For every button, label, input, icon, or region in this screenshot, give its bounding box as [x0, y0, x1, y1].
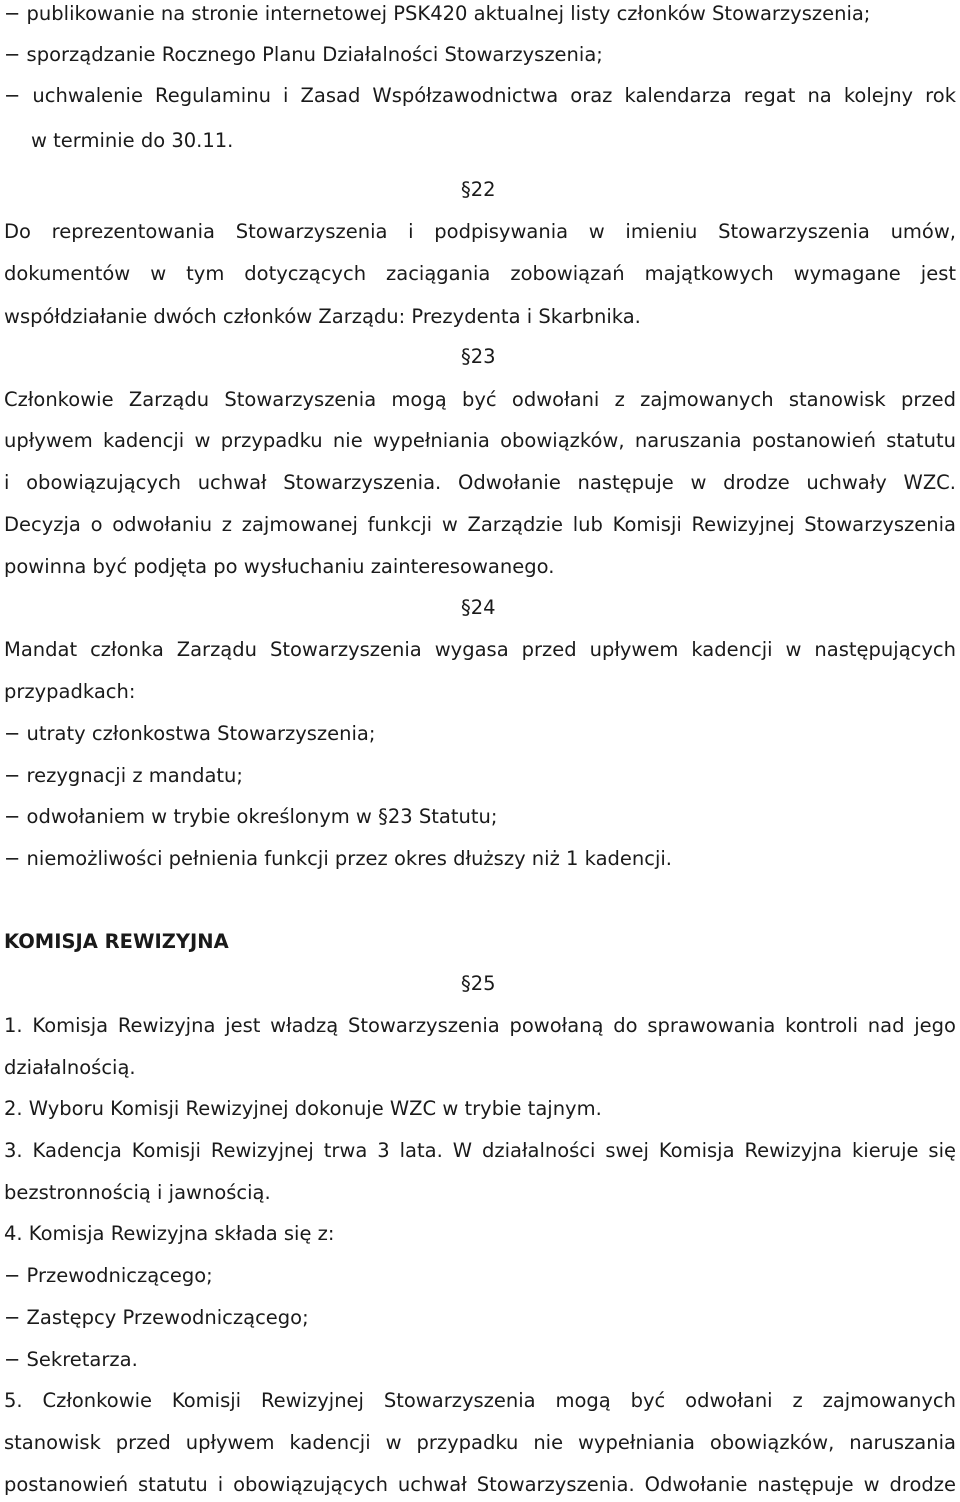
paragraph-line: postanowień statutu i obowiązujących uchwał Stowarzyszenia. Odwołanie następuje w drodze [4, 1473, 956, 1496]
list-item: − niemożliwości pełnienia funkcji przez okres dłuższy niż 1 kadencji. [4, 847, 673, 870]
paragraph-line: 5. Członkowie Komisji Rewizyjnej Stowarzyszenia mogą być odwołani z zajmowanych [4, 1389, 956, 1412]
section-number: §25 [461, 972, 496, 995]
paragraph-line: Mandat członka Zarządu Stowarzyszenia wygasa przed upływem kadencji w następujących [4, 638, 956, 661]
list-item: − Sekretarza. [4, 1348, 138, 1371]
paragraph-line: i obowiązujących uchwał Stowarzyszenia. Odwołanie następuje w drodze uchwały WZC. [4, 471, 956, 494]
list-item: − utraty członkostwa Stowarzyszenia; [4, 722, 376, 745]
list-item: − Przewodniczącego; [4, 1264, 213, 1287]
paragraph-line: stanowisk przed upływem kadencji w przypadku nie wypełniania obowiązków, naruszania [4, 1431, 956, 1454]
paragraph-line: działalnością. [4, 1056, 136, 1079]
section-number: §22 [461, 178, 496, 201]
paragraph-line: współdziałanie dwóch członków Zarządu: Prezydenta i Skarbnika. [4, 305, 641, 328]
section-number: §23 [461, 345, 496, 368]
list-item: − publikowanie na stronie internetowej PSK420 aktualnej listy członków Stowarzyszenia; [4, 2, 871, 25]
paragraph-line: upływem kadencji w przypadku nie wypełniania obowiązków, naruszania postanowień statutu [4, 429, 956, 452]
list-item: − sporządzanie Rocznego Planu Działalności Stowarzyszenia; [4, 43, 603, 66]
section-number: §24 [461, 596, 496, 619]
section-heading: KOMISJA REWIZYJNA [4, 930, 229, 953]
paragraph-line: 1. Komisja Rewizyjna jest władzą Stowarzyszenia powołaną do sprawowania kontroli nad jego [4, 1014, 956, 1037]
paragraph-line: powinna być podjęta po wysłuchaniu zainteresowanego. [4, 555, 555, 578]
paragraph-line: dokumentów w tym dotyczących zaciągania zobowiązań majątkowych wymagane jest [4, 262, 956, 285]
list-item: − Zastępcy Przewodniczącego; [4, 1306, 309, 1329]
paragraph-line: 2. Wyboru Komisji Rewizyjnej dokonuje WZC w trybie tajnym. [4, 1097, 602, 1120]
list-item: − odwołaniem w trybie określonym w §23 Statutu; [4, 805, 498, 828]
list-item: − uchwalenie Regulaminu i Zasad Współzawodnictwa oraz kalendarza regat na kolejny rok [4, 84, 956, 107]
paragraph-line: Do reprezentowania Stowarzyszenia i podpisywania w imieniu Stowarzyszenia umów, [4, 220, 956, 243]
paragraph-line: Decyzja o odwołaniu z zajmowanej funkcji w Zarządzie lub Komisji Rewizyjnej Stowarzyszenia [4, 513, 956, 536]
paragraph-line: 3. Kadencja Komisji Rewizyjnej trwa 3 lata. W działalności swej Komisja Rewizyjna kieruje się [4, 1139, 956, 1162]
paragraph-line: przypadkach: [4, 680, 136, 703]
list-item: − rezygnacji z mandatu; [4, 764, 243, 787]
paragraph-line: 4. Komisja Rewizyjna składa się z: [4, 1222, 335, 1245]
paragraph-line: Członkowie Zarządu Stowarzyszenia mogą być odwołani z zajmowanych stanowisk przed [4, 388, 956, 411]
list-item-continuation: w terminie do 30.11. [31, 129, 234, 152]
paragraph-line: bezstronnością i jawnością. [4, 1181, 271, 1204]
